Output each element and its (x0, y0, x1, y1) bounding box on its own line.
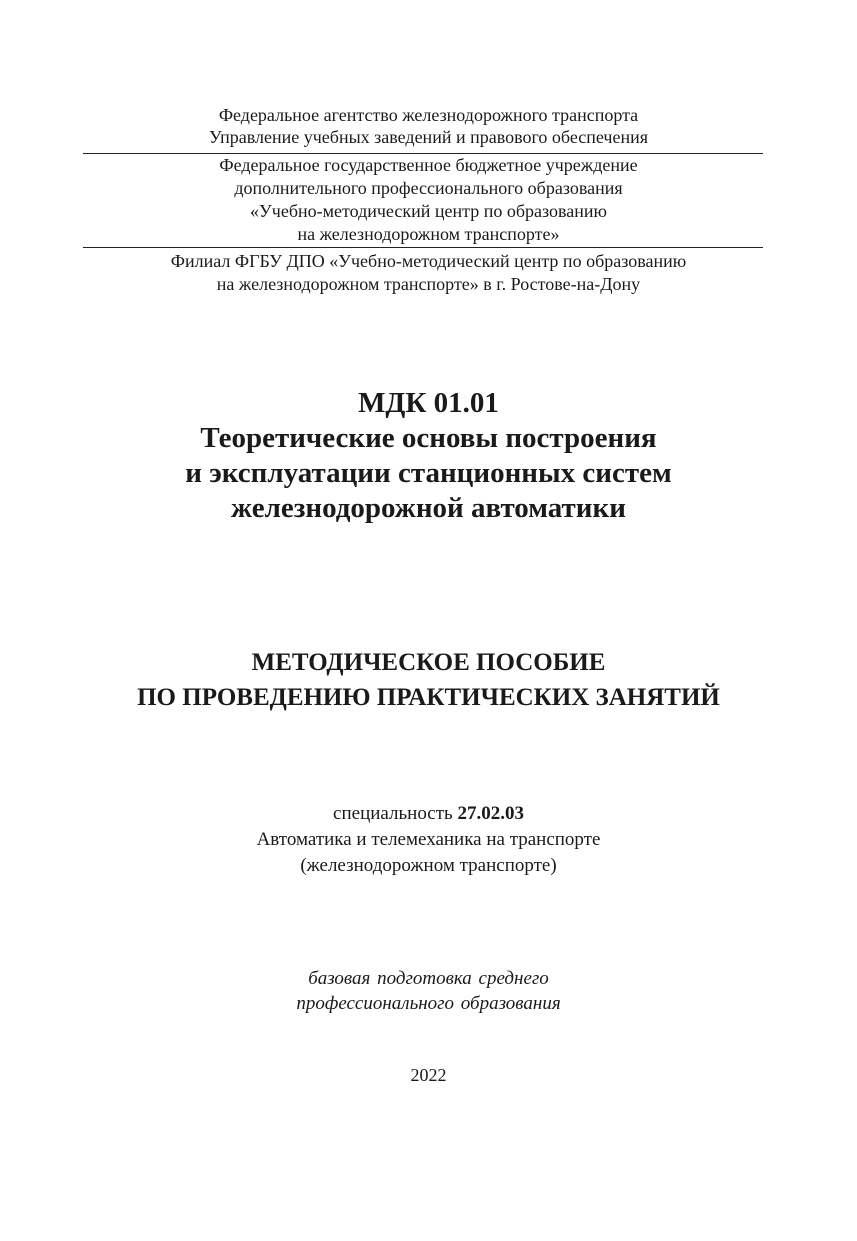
specialty-name: Автоматика и телемеханика на транспорте (256, 829, 601, 850)
subtitle-line-2: ПО ПРОВЕДЕНИЮ ПРАКТИЧЕСКИХ ЗАНЯТИЙ (137, 684, 720, 711)
specialty-label: специальность (333, 803, 458, 824)
institution-line-4: на железнодорожном транспорте» (297, 224, 560, 244)
institution-line-1: Федеральное государственное бюджетное учреждение (219, 155, 638, 175)
title-line-3: железнодорожной автоматики (231, 492, 626, 524)
course-code: МДК 01.01 (358, 387, 499, 419)
title-line-2: и эксплуатации станционных систем (185, 457, 672, 489)
branch-line-2: на железнодорожном транспорте» в г. Ростове-на-Дону (216, 274, 641, 294)
level-line-2: профессионального образования (296, 993, 561, 1014)
specialty-line (0, 801, 857, 827)
institution-line-3: «Учебно-методический центр по образованию (250, 201, 607, 221)
title-line-1: Теоретические основы построения (200, 422, 657, 454)
specialty-code: 27.02.03 (457, 803, 524, 824)
subtitle-line-1: МЕТОДИЧЕСКОЕ ПОСОБИЕ (251, 649, 606, 676)
level-line-1: базовая подготовка среднего (308, 968, 549, 989)
branch-line-1: Филиал ФГБУ ДПО «Учебно-методический центр по образованию (170, 251, 687, 271)
agency-line-2: Управление учебных заведений и правового обеспечения (208, 127, 649, 147)
publication-year: 2022 (410, 1065, 447, 1085)
specialty-note: (железнодорожном транспорте) (300, 855, 557, 876)
header-divider-2 (83, 247, 763, 248)
agency-line-1: Федеральное агентство железнодорожного транспорта (218, 105, 639, 125)
institution-line-2: дополнительного профессионального образования (234, 178, 623, 198)
